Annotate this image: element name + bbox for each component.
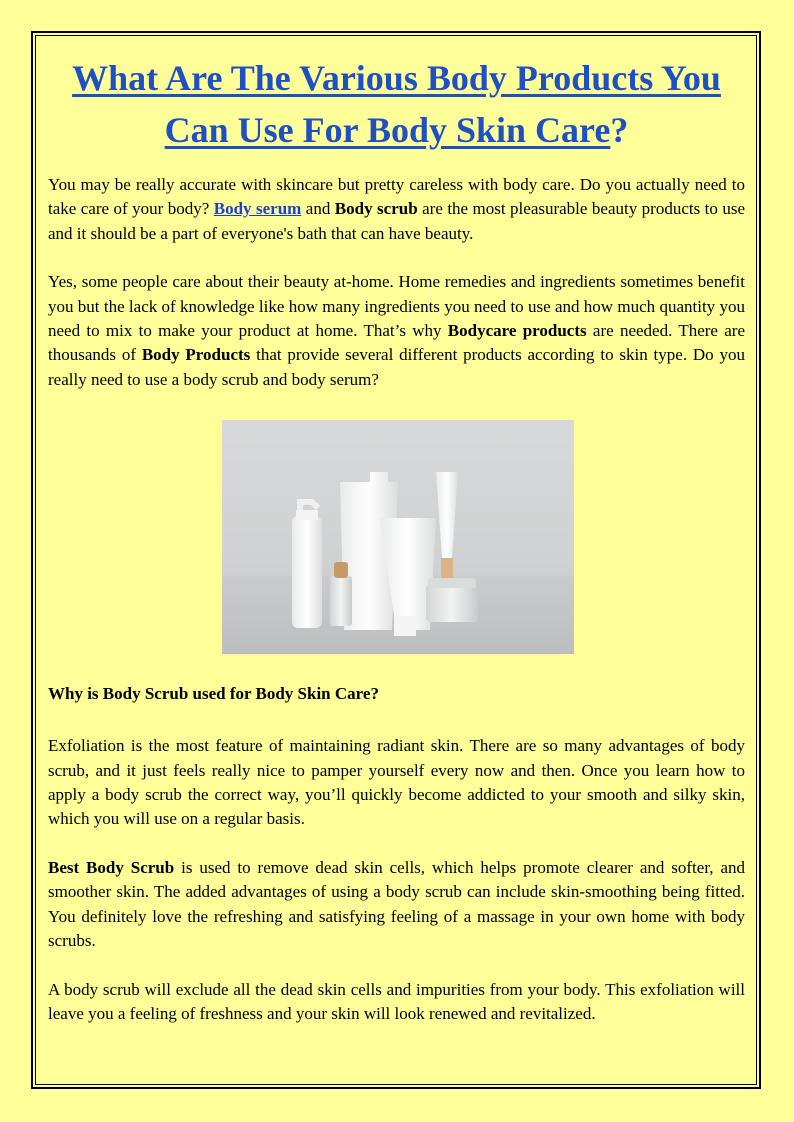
product-bottles-image bbox=[222, 420, 574, 654]
intro-text-2: and bbox=[301, 199, 335, 219]
remedies-text-2: are needed. There are thousands of bbox=[48, 321, 746, 365]
paragraph-exfoliation: Exfoliation is the most feature of maintaining radiant skin. There are so many advantages of body scrub, and it just feels really nice to pamper yourself every now and then. Once you learn how to apply a body scrub the correct way, you’ll quickly become addicted to your smooth and silky skin, which you will use on a regular basis. bbox=[48, 736, 745, 829]
title-line2-link[interactable]: Can Use For Body Skin Care bbox=[164, 110, 611, 150]
intro-text-3: are the most pleasurable beauty products to use and it should be a part of everyone's bath that can have beauty. bbox=[48, 199, 746, 243]
paragraph-body-scrub-benefits: A body scrub will exclude all the dead skin cells and impurities from your body. This exfoliation will leave you a feeling of freshness and your skin will look renewed and revitalized. bbox=[48, 979, 745, 1023]
body-scrub-bold: Body scrub bbox=[334, 199, 418, 219]
paragraph-home-remedies bbox=[48, 270, 745, 392]
title-line1: What Are The Various Body Products You bbox=[72, 58, 721, 98]
remedies-text-3: that provide several different products according to skin type. Do you really need to use a body scrub and body serum? bbox=[48, 345, 745, 389]
remedies-text-1: Yes, some people care about their beauty at-home. Home remedies and ingredients sometimes benefit you but the lack of knowledge like how many ingredients you need to use and how much quantity you need to mix to make your product at home. That’s why bbox=[48, 272, 745, 341]
article-title bbox=[48, 52, 745, 156]
body-serum-link[interactable]: Body serum bbox=[213, 199, 302, 219]
best-body-scrub-text: is used to remove dead skin cells, which helps promote clearer and softer, and smoother skin. The added advantages of using a body scrub can include skin-smoothing being fitted. You definitely love the refreshing and satisfying feeling of a massage in your own home with body scrubs. bbox=[48, 857, 745, 951]
paragraph-best-body-scrub bbox=[48, 856, 745, 954]
title-question-mark: ? bbox=[610, 110, 629, 150]
product-bottles-illustration bbox=[222, 420, 574, 654]
intro-text-1: You may be really accurate with skincare but pretty careless with body care. Do you actually need to take care of your body? bbox=[48, 175, 745, 219]
article bbox=[48, 52, 745, 1026]
paragraph-intro bbox=[48, 173, 745, 246]
best-body-scrub-bold: Best Body Scrub bbox=[48, 857, 175, 877]
section-heading-body-scrub: Why is Body Scrub used for Body Skin Care? bbox=[48, 684, 379, 704]
bodycare-products-bold: Bodycare products bbox=[447, 321, 587, 341]
body-products-bold: Body Products bbox=[141, 345, 251, 365]
